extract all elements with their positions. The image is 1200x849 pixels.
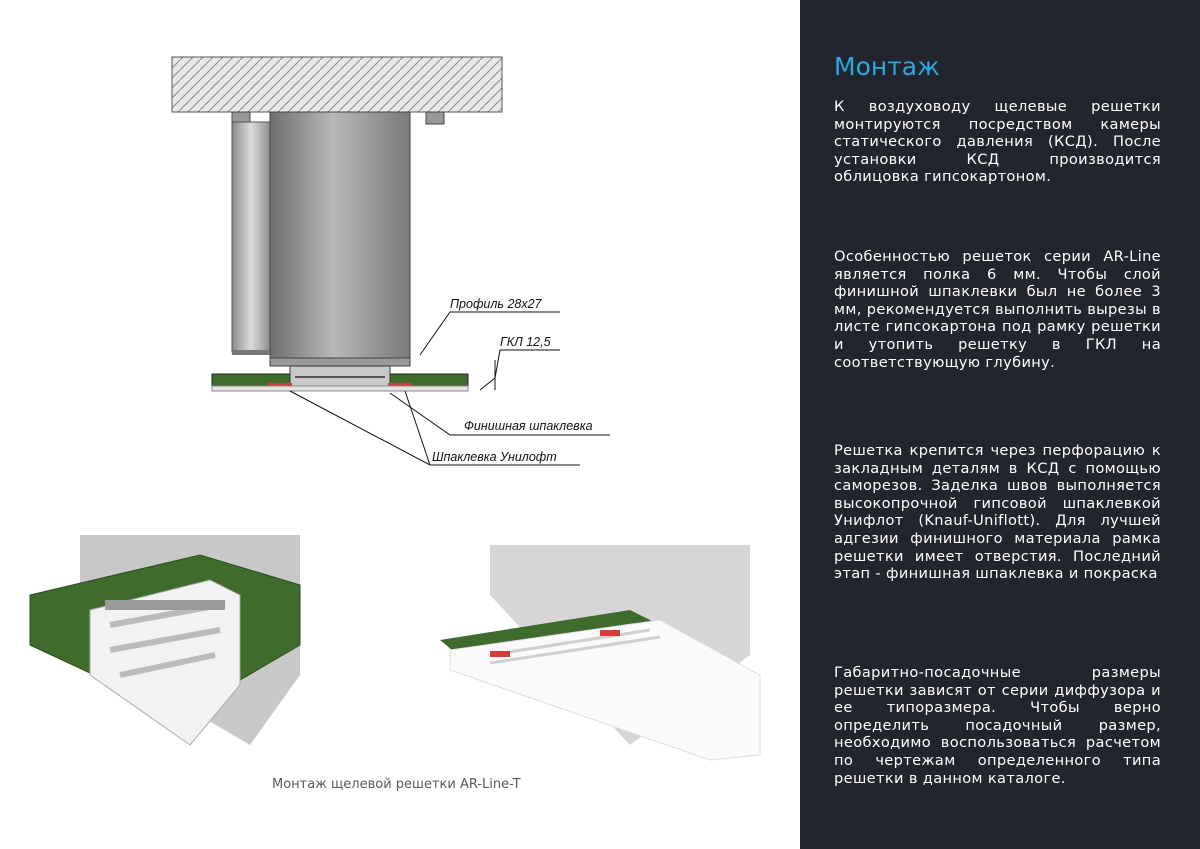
- installation-render-left: [0, 525, 380, 770]
- paragraph-4: Габаритно-посадочные размеры решетки зависят от серии диффузора и ее типоразмера. Чтобы верно определить посадочный размер, необходимо воспользоваться расчетом по чертежам определенного типа решетки в данном каталоге.: [834, 664, 1161, 787]
- ceiling-slab: [172, 57, 502, 112]
- finish-coat: [212, 386, 468, 391]
- installation-render-right: [430, 525, 770, 770]
- label-uniflott-putty: Шпаклевка Унилофт: [432, 450, 557, 464]
- paragraph-3: Решетка крепится через перфорацию к закладным деталям в КСД с помощью саморезов. Заделка швов выполняется высокопрочной гипсовой шпаклевкой Унифлот (Knauf-Uniflott). Для лучшей адгезии финишного материала рамка решетки имеет отверстия. Последний этап - финишная шпаклевка и покраска: [834, 442, 1161, 583]
- mounting-section-diagram: [150, 40, 630, 490]
- profile: [232, 350, 270, 355]
- bolt-right: [426, 112, 444, 124]
- paragraph-2: Особенностью решеток серии AR-Line является полка 6 мм. Чтобы слой финишной шпаклевки был не более 3 мм, рекомендуется выполнить вырезы в листе гипсокартона под рамку решетки и утопить решетку в ГКЛ на соответствующую глубину.: [834, 248, 1161, 371]
- label-profile: Профиль 28х27: [450, 297, 542, 311]
- plenum-flange: [270, 358, 410, 366]
- paragraph-1: К воздуховоду щелевые решетки монтируются посредством камеры статического давления (КСД). После установки КСД производится облицовка гипсокартоном.: [834, 98, 1161, 186]
- duct-body: [232, 122, 270, 352]
- label-finish-putty: Финишная шпаклевка: [464, 419, 593, 433]
- plenum-box: [270, 112, 410, 362]
- section-title: Монтаж: [834, 52, 940, 81]
- figure-caption: Монтаж щелевой решетки AR-Line-T: [272, 777, 521, 792]
- label-gkl: ГКЛ 12,5: [500, 335, 551, 349]
